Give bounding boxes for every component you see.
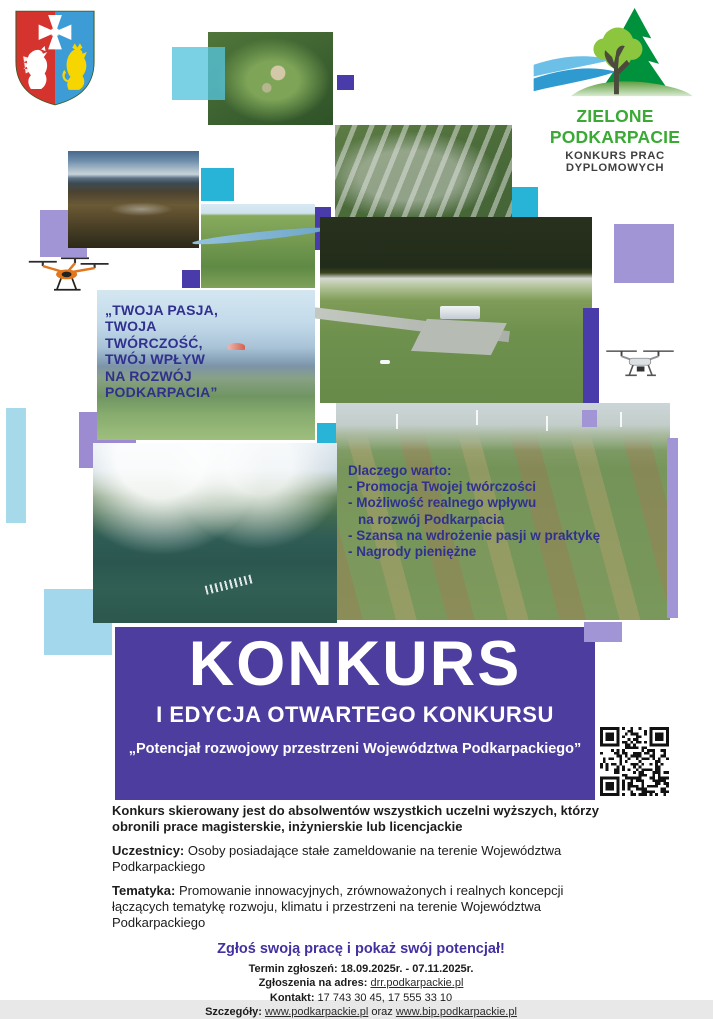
contest-banner	[115, 627, 595, 800]
zielone-podkarpacie-logo	[522, 6, 708, 174]
contact-block	[112, 962, 610, 1019]
bip-podkarpackie-link[interactable]: www.bip.podkarpackie.pl	[395, 1006, 517, 1019]
accent-strip-lightblue	[6, 408, 26, 523]
deadline-value: 18.09.2025r. - 07.11.2025r.	[340, 963, 474, 976]
wind-turbine-shape	[546, 416, 548, 431]
qr-code	[600, 727, 669, 796]
marina-boats-shape	[205, 574, 255, 595]
submission-address-link[interactable]: drr.podkarpackie.pl	[370, 977, 464, 990]
why-item: - Nagrody pieniężne	[348, 543, 477, 559]
photo-paraglider-landscape	[97, 290, 315, 440]
accent-square-lightpurple	[614, 224, 674, 283]
why-title: Dlaczego warto:	[348, 463, 452, 478]
quote-line: TWÓRCZOŚĆ,	[105, 334, 203, 351]
topic-text: Promowanie innowacyjnych, zrównoważonych i realnych koncepcji łączących tematykę rozwoju, klimatu i przestrzeni na terenie Województwa Podkarpackiego	[112, 883, 564, 930]
details-label: Szczegóły:	[205, 1006, 262, 1019]
why-item: - Promocja Twojej twórczości	[348, 479, 537, 495]
phone-line	[112, 991, 610, 1005]
podkarpackie-link[interactable]: www.podkarpackie.pl	[264, 1006, 369, 1019]
deadline-label: Termin zgłoszeń:	[248, 963, 338, 976]
participants-paragraph	[112, 843, 610, 874]
accent-strip-darkpurple	[583, 308, 599, 403]
wind-turbine-shape	[620, 412, 622, 427]
banner-title: KONKURS	[188, 629, 522, 699]
photo-forest-resort-aerial	[208, 32, 333, 125]
apron-shape	[411, 319, 506, 355]
details-line	[112, 1005, 610, 1019]
intro-text: Konkurs skierowany jest do absolwentów wszystkich uczelni wyższych, którzy obronili prace magisterskie, inżynierskie lub licencjackie	[112, 803, 599, 834]
quote-line: NA ROZWÓJ	[105, 367, 192, 384]
photo-windfarm-fields-aerial	[336, 403, 670, 620]
why-list	[348, 463, 658, 560]
quote-line: TWOJA	[105, 318, 157, 335]
wind-turbine-shape	[476, 410, 478, 425]
quote-line: PODKARPACIA”	[105, 383, 218, 400]
phone-value: 17 743 30 45, 17 555 33 10	[317, 991, 453, 1004]
terminal-shape	[440, 306, 481, 319]
photo-mountain-summit	[68, 151, 199, 248]
banner-subtitle: I EDYCJA OTWARTEGO KONKURSU	[156, 702, 554, 728]
accent-strip-lightpurple	[667, 438, 678, 618]
address-line	[112, 976, 610, 990]
accent-square-cyan	[201, 168, 234, 201]
why-item: - Szansa na wdrożenie pasji w praktykę	[348, 527, 601, 543]
accent-square-lightpurple	[582, 410, 597, 427]
banner-theme: „Potencjał rozwojowy przestrzeni Województwa Podkarpackiego”	[128, 741, 582, 758]
photo-airport-aerial	[320, 217, 592, 403]
accent-square-darkpurple	[182, 270, 200, 288]
participants-text: Osoby posiadające stałe zameldowanie na terenie Województwa Podkarpackiego	[112, 843, 562, 874]
photo-lake-solina-aerial	[93, 443, 337, 623]
info-section	[112, 803, 610, 1019]
quote-text	[105, 302, 295, 400]
quote-line: TWÓJ WPŁYW	[105, 351, 205, 368]
accent-square-lightpurple	[584, 622, 622, 642]
details-separator: oraz	[371, 1006, 393, 1019]
logo-subtitle: KONKURS PRAC DYPLOMOWYCH	[565, 150, 665, 174]
why-item-continuation: na rozwój Podkarpacia	[358, 511, 505, 527]
deadline-line	[112, 962, 610, 976]
topic-label: Tematyka:	[112, 883, 176, 899]
why-item: - Możliwość realnego wpływu	[348, 495, 537, 511]
call-to-action: Zgłoś swoją pracę i pokaż swój potencjał!	[217, 941, 505, 958]
orange-drone-image	[22, 252, 114, 294]
accent-square-darkpurple	[337, 75, 354, 90]
podkarpackie-coat-of-arms-icon	[12, 8, 98, 108]
gray-drone-image	[605, 341, 675, 381]
participants-label: Uczestnicy:	[112, 843, 185, 859]
accent-square-cyan	[509, 187, 538, 217]
topic-paragraph	[112, 883, 610, 930]
wind-turbine-shape	[396, 414, 398, 429]
logo-title: ZIELONE PODKARPACIE	[549, 106, 681, 147]
address-label: Zgłoszenia na adres:	[258, 977, 368, 990]
photo-housing-blocks-aerial	[335, 125, 512, 217]
accent-square-lightblue	[172, 47, 225, 100]
tree-logo-icon	[530, 6, 700, 104]
quote-line: „TWOJA PASJA,	[105, 302, 219, 318]
photo-river-valley-aerial	[201, 204, 315, 288]
plane-shape	[380, 360, 390, 364]
river-shape	[192, 225, 327, 247]
phone-label: Kontakt:	[269, 991, 315, 1004]
